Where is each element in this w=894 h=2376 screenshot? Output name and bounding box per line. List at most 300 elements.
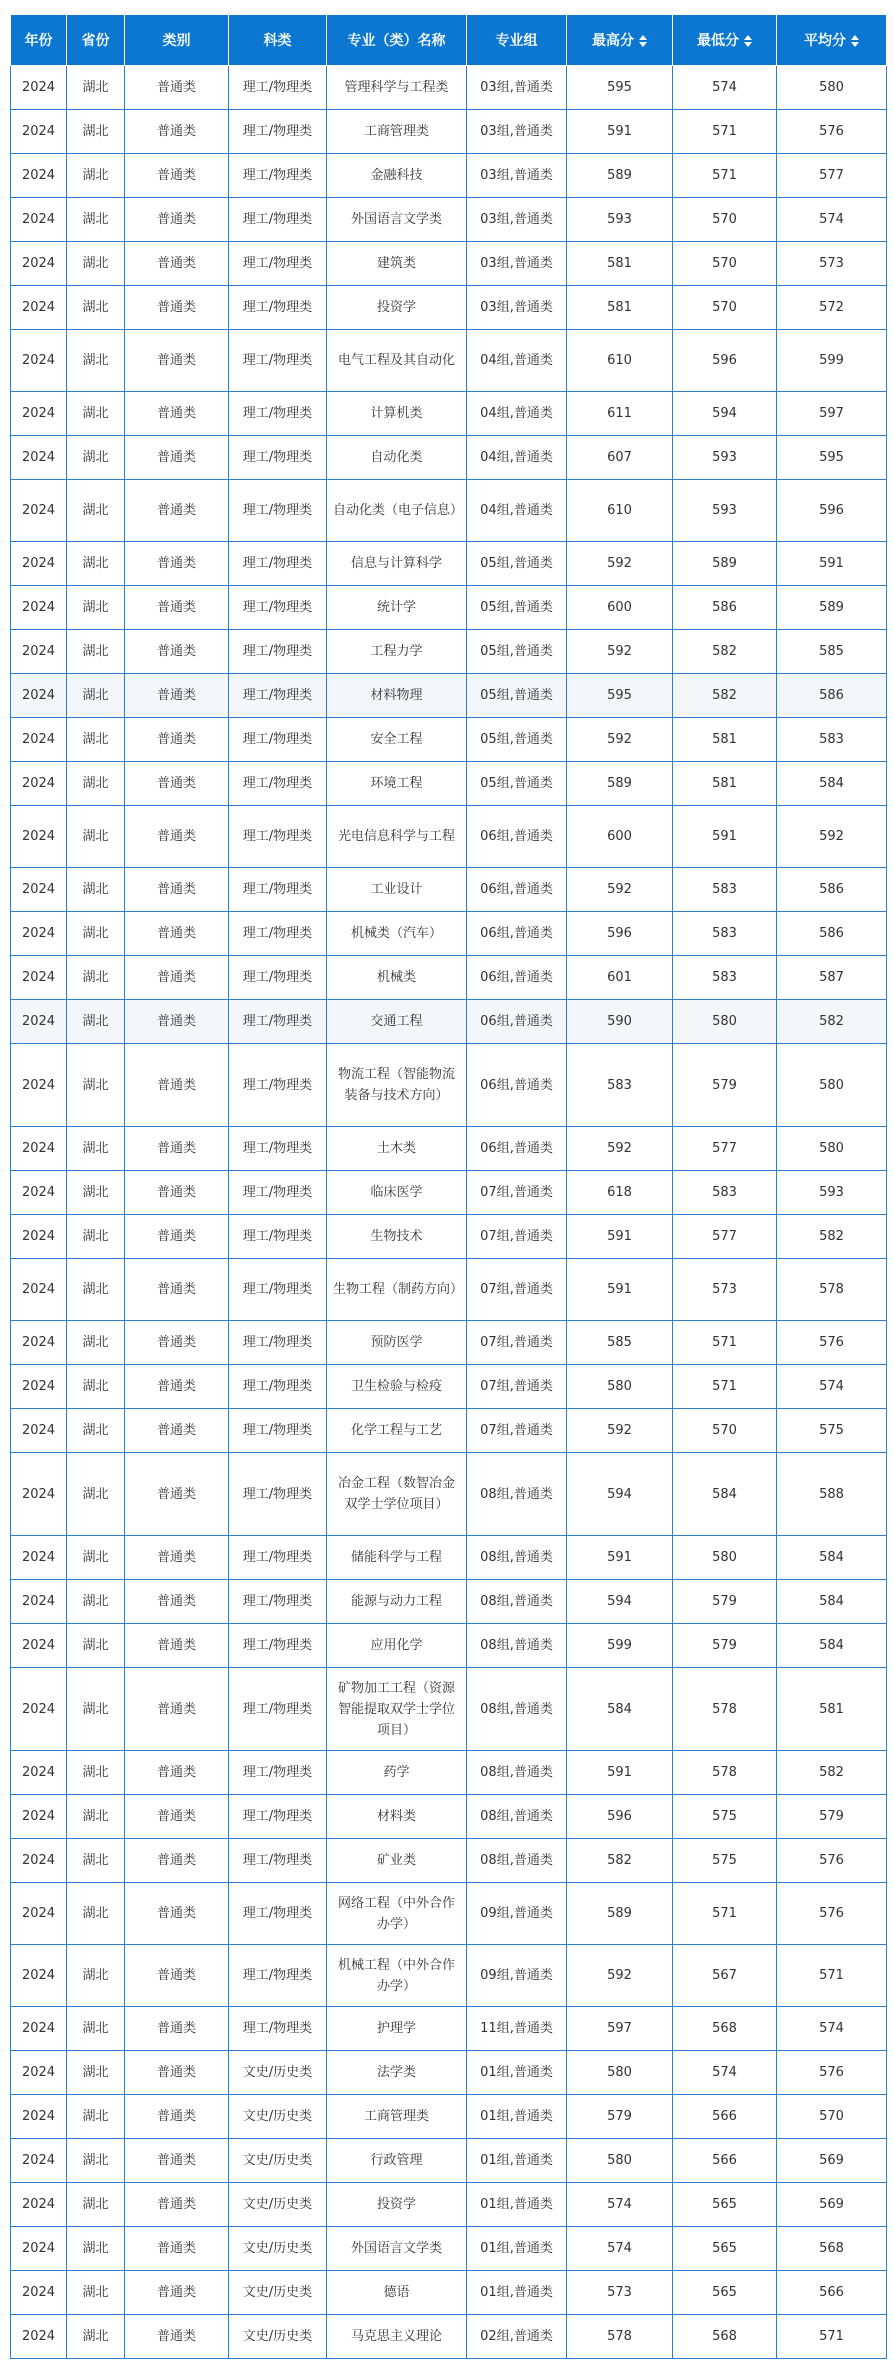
cell-major: 工商管理类 [327,2095,467,2139]
cell-max-score: 595 [567,674,673,718]
table-row [11,330,887,392]
cell-subject: 理工/物理类 [229,1580,327,1624]
cell-major: 物流工程（智能物流装备与技术方向） [327,1044,467,1127]
cell-year: 2024 [11,110,67,154]
cell-min-score: 578 [673,1668,777,1751]
cell-max-score: 591 [567,1215,673,1259]
cell-major: 能源与动力工程 [327,1580,467,1624]
table-row [11,154,887,198]
cell-min-score: 571 [673,1321,777,1365]
cell-subject: 理工/物理类 [229,762,327,806]
cell-category: 普通类 [125,110,229,154]
cell-group: 01组,普通类 [467,2139,567,2183]
cell-year: 2024 [11,1000,67,1044]
table-row [11,1580,887,1624]
cell-min-score: 571 [673,1365,777,1409]
cell-year: 2024 [11,1171,67,1215]
table-row [11,1945,887,2007]
table-row [11,1839,887,1883]
table-row [11,912,887,956]
cell-province: 湖北 [67,2095,125,2139]
cell-year: 2024 [11,762,67,806]
cell-group: 08组,普通类 [467,1624,567,1668]
cell-max-score: 574 [567,2183,673,2227]
cell-major: 材料类 [327,1795,467,1839]
cell-avg-score: 582 [777,1751,887,1795]
cell-province: 湖北 [67,542,125,586]
table-row [11,1127,887,1171]
header-province-label: 省份 [81,33,110,49]
cell-province: 湖北 [67,1171,125,1215]
cell-major: 自动化类 [327,436,467,480]
cell-category: 普通类 [125,198,229,242]
table-row [11,1453,887,1536]
cell-major: 机械工程（中外合作办学） [327,1945,467,2007]
cell-min-score: 581 [673,762,777,806]
cell-min-score: 593 [673,436,777,480]
cell-min-score: 582 [673,674,777,718]
cell-min-score: 589 [673,542,777,586]
cell-subject: 理工/物理类 [229,1321,327,1365]
cell-group: 03组,普通类 [467,198,567,242]
table-row [11,242,887,286]
cell-category: 普通类 [125,762,229,806]
cell-min-score: 573 [673,1259,777,1321]
cell-year: 2024 [11,956,67,1000]
cell-major: 工业设计 [327,868,467,912]
cell-province: 湖北 [67,1883,125,1945]
cell-major: 投资学 [327,2183,467,2227]
table-row [11,110,887,154]
cell-year: 2024 [11,1215,67,1259]
cell-group: 08组,普通类 [467,1839,567,1883]
cell-major: 矿业类 [327,1839,467,1883]
cell-year: 2024 [11,1624,67,1668]
cell-group: 01组,普通类 [467,2183,567,2227]
cell-category: 普通类 [125,2183,229,2227]
cell-avg-score: 571 [777,1945,887,2007]
cell-min-score: 586 [673,586,777,630]
sort-icon[interactable] [851,35,859,47]
cell-group: 05组,普通类 [467,542,567,586]
header-group-label: 专业组 [495,33,538,49]
header-avg-label: 平均分 [804,33,846,49]
cell-province: 湖北 [67,586,125,630]
cell-avg-score: 576 [777,1883,887,1945]
table-row [11,1536,887,1580]
cell-avg-score: 585 [777,630,887,674]
header-avg-score[interactable] [777,15,887,66]
cell-min-score: 566 [673,2095,777,2139]
cell-subject: 文史/历史类 [229,2095,327,2139]
cell-group: 07组,普通类 [467,1171,567,1215]
cell-subject: 文史/历史类 [229,2315,327,2359]
cell-category: 普通类 [125,1624,229,1668]
cell-avg-score: 599 [777,330,887,392]
cell-province: 湖北 [67,1795,125,1839]
cell-category: 普通类 [125,2271,229,2315]
cell-province: 湖北 [67,286,125,330]
cell-subject: 理工/物理类 [229,286,327,330]
cell-province: 湖北 [67,912,125,956]
table-row [11,2095,887,2139]
cell-major: 工程力学 [327,630,467,674]
cell-province: 湖北 [67,630,125,674]
cell-province: 湖北 [67,1751,125,1795]
cell-max-score: 582 [567,1839,673,1883]
cell-avg-score: 582 [777,1000,887,1044]
cell-major: 应用化学 [327,1624,467,1668]
cell-min-score: 574 [673,66,777,110]
table-row [11,1795,887,1839]
cell-min-score: 571 [673,154,777,198]
cell-province: 湖北 [67,110,125,154]
cell-category: 普通类 [125,2139,229,2183]
cell-major: 工商管理类 [327,110,467,154]
header-row [11,15,887,66]
cell-group: 04组,普通类 [467,392,567,436]
cell-avg-score: 592 [777,806,887,868]
cell-max-score: 589 [567,762,673,806]
cell-province: 湖北 [67,1409,125,1453]
cell-category: 普通类 [125,1580,229,1624]
cell-subject: 理工/物理类 [229,1044,327,1127]
cell-province: 湖北 [67,1453,125,1536]
table-row [11,1259,887,1321]
header-max-label: 最高分 [592,33,634,49]
cell-province: 湖北 [67,436,125,480]
cell-avg-score: 574 [777,2007,887,2051]
table-row [11,436,887,480]
cell-major: 材料物理 [327,674,467,718]
cell-category: 普通类 [125,542,229,586]
cell-avg-score: 577 [777,154,887,198]
cell-category: 普通类 [125,154,229,198]
cell-year: 2024 [11,2139,67,2183]
cell-subject: 理工/物理类 [229,1795,327,1839]
cell-min-score: 574 [673,2051,777,2095]
cell-major: 护理学 [327,2007,467,2051]
table-row [11,542,887,586]
cell-category: 普通类 [125,2051,229,2095]
cell-province: 湖北 [67,1259,125,1321]
cell-subject: 文史/历史类 [229,2227,327,2271]
table-row [11,956,887,1000]
cell-province: 湖北 [67,2051,125,2095]
cell-group: 07组,普通类 [467,1365,567,1409]
cell-year: 2024 [11,198,67,242]
cell-subject: 理工/物理类 [229,956,327,1000]
cell-min-score: 583 [673,1171,777,1215]
table-row [11,868,887,912]
cell-avg-score: 584 [777,762,887,806]
cell-province: 湖北 [67,2139,125,2183]
cell-subject: 理工/物理类 [229,868,327,912]
cell-avg-score: 591 [777,542,887,586]
table-header [11,15,887,66]
cell-avg-score: 595 [777,436,887,480]
cell-group: 02组,普通类 [467,2315,567,2359]
cell-max-score: 601 [567,956,673,1000]
cell-group: 06组,普通类 [467,912,567,956]
table-row [11,2315,887,2359]
cell-min-score: 578 [673,1751,777,1795]
header-major [327,15,467,66]
cell-category: 普通类 [125,868,229,912]
cell-category: 普通类 [125,630,229,674]
cell-year: 2024 [11,1259,67,1321]
cell-province: 湖北 [67,392,125,436]
cell-province: 湖北 [67,718,125,762]
cell-group: 08组,普通类 [467,1453,567,1536]
cell-category: 普通类 [125,1668,229,1751]
table-row [11,1321,887,1365]
cell-max-score: 597 [567,2007,673,2051]
cell-major: 生物技术 [327,1215,467,1259]
cell-province: 湖北 [67,674,125,718]
cell-max-score: 600 [567,806,673,868]
table-row [11,762,887,806]
cell-max-score: 591 [567,110,673,154]
cell-subject: 理工/物理类 [229,1453,327,1536]
cell-group: 05组,普通类 [467,674,567,718]
cell-group: 01组,普通类 [467,2095,567,2139]
header-min-score[interactable] [673,15,777,66]
cell-min-score: 568 [673,2007,777,2051]
table-row [11,392,887,436]
cell-province: 湖北 [67,242,125,286]
cell-avg-score: 586 [777,912,887,956]
cell-province: 湖北 [67,1668,125,1751]
cell-category: 普通类 [125,2227,229,2271]
header-subject-label: 科类 [263,33,292,49]
cell-max-score: 581 [567,286,673,330]
cell-max-score: 596 [567,1795,673,1839]
cell-min-score: 596 [673,330,777,392]
cell-max-score: 596 [567,912,673,956]
cell-group: 03组,普通类 [467,66,567,110]
cell-max-score: 591 [567,1536,673,1580]
cell-max-score: 581 [567,242,673,286]
cell-subject: 理工/物理类 [229,110,327,154]
cell-province: 湖北 [67,1580,125,1624]
cell-group: 04组,普通类 [467,330,567,392]
cell-major: 法学类 [327,2051,467,2095]
cell-max-score: 592 [567,1945,673,2007]
cell-max-score: 594 [567,1580,673,1624]
cell-major: 计算机类 [327,392,467,436]
cell-province: 湖北 [67,806,125,868]
cell-major: 安全工程 [327,718,467,762]
cell-category: 普通类 [125,1215,229,1259]
cell-year: 2024 [11,154,67,198]
cell-year: 2024 [11,542,67,586]
cell-major: 德语 [327,2271,467,2315]
cell-province: 湖北 [67,762,125,806]
cell-category: 普通类 [125,1321,229,1365]
cell-category: 普通类 [125,242,229,286]
cell-max-score: 610 [567,480,673,542]
cell-province: 湖北 [67,154,125,198]
cell-major: 建筑类 [327,242,467,286]
table-row [11,480,887,542]
header-max-score[interactable] [567,15,673,66]
cell-avg-score: 569 [777,2139,887,2183]
header-major-label: 专业（类）名称 [347,33,446,49]
cell-province: 湖北 [67,198,125,242]
cell-min-score: 567 [673,1945,777,2007]
header-category-label: 类别 [162,33,191,49]
cell-subject: 理工/物理类 [229,1000,327,1044]
cell-subject: 理工/物理类 [229,1365,327,1409]
cell-max-score: 574 [567,2227,673,2271]
cell-avg-score: 576 [777,1839,887,1883]
sort-icon[interactable] [744,35,752,47]
cell-max-score: 580 [567,1365,673,1409]
cell-group: 04组,普通类 [467,436,567,480]
cell-province: 湖北 [67,66,125,110]
table-row [11,2007,887,2051]
cell-major: 机械类 [327,956,467,1000]
cell-group: 01组,普通类 [467,2227,567,2271]
cell-avg-score: 574 [777,1365,887,1409]
cell-category: 普通类 [125,1751,229,1795]
cell-year: 2024 [11,1668,67,1751]
cell-year: 2024 [11,480,67,542]
cell-avg-score: 573 [777,242,887,286]
cell-group: 06组,普通类 [467,1127,567,1171]
cell-min-score: 591 [673,806,777,868]
cell-major: 临床医学 [327,1171,467,1215]
cell-max-score: 594 [567,1453,673,1536]
cell-max-score: 580 [567,2051,673,2095]
cell-category: 普通类 [125,436,229,480]
cell-year: 2024 [11,2095,67,2139]
cell-major: 电气工程及其自动化 [327,330,467,392]
cell-group: 05组,普通类 [467,762,567,806]
cell-category: 普通类 [125,1365,229,1409]
cell-avg-score: 576 [777,2051,887,2095]
table-row [11,718,887,762]
cell-subject: 理工/物理类 [229,630,327,674]
cell-year: 2024 [11,1795,67,1839]
cell-min-score: 579 [673,1044,777,1127]
cell-province: 湖北 [67,480,125,542]
cell-avg-score: 586 [777,868,887,912]
cell-province: 湖北 [67,956,125,1000]
cell-max-score: 578 [567,2315,673,2359]
cell-major: 马克思主义理论 [327,2315,467,2359]
cell-avg-score: 584 [777,1624,887,1668]
cell-subject: 理工/物理类 [229,66,327,110]
header-category [125,15,229,66]
cell-category: 普通类 [125,1259,229,1321]
table-row [11,1044,887,1127]
table-row [11,198,887,242]
table-row [11,586,887,630]
cell-max-score: 589 [567,154,673,198]
table-row [11,286,887,330]
cell-year: 2024 [11,1409,67,1453]
cell-province: 湖北 [67,868,125,912]
cell-subject: 理工/物理类 [229,154,327,198]
cell-group: 06组,普通类 [467,806,567,868]
cell-avg-score: 576 [777,110,887,154]
cell-max-score: 584 [567,1668,673,1751]
cell-category: 普通类 [125,586,229,630]
cell-province: 湖北 [67,1127,125,1171]
cell-min-score: 570 [673,286,777,330]
cell-max-score: 592 [567,542,673,586]
cell-min-score: 570 [673,242,777,286]
cell-subject: 理工/物理类 [229,1536,327,1580]
cell-group: 06组,普通类 [467,1044,567,1127]
cell-min-score: 583 [673,912,777,956]
cell-category: 普通类 [125,1171,229,1215]
cell-province: 湖北 [67,1365,125,1409]
cell-major: 冶金工程（数智冶金双学士学位项目） [327,1453,467,1536]
cell-group: 07组,普通类 [467,1215,567,1259]
cell-category: 普通类 [125,1883,229,1945]
cell-year: 2024 [11,330,67,392]
cell-subject: 理工/物理类 [229,436,327,480]
cell-avg-score: 570 [777,2095,887,2139]
cell-min-score: 581 [673,718,777,762]
cell-group: 03组,普通类 [467,242,567,286]
header-year [11,15,67,66]
cell-subject: 理工/物理类 [229,718,327,762]
cell-year: 2024 [11,1883,67,1945]
cell-avg-score: 575 [777,1409,887,1453]
table-row [11,2139,887,2183]
cell-major: 信息与计算科学 [327,542,467,586]
cell-major: 储能科学与工程 [327,1536,467,1580]
table-row [11,1409,887,1453]
cell-major: 化学工程与工艺 [327,1409,467,1453]
cell-group: 06组,普通类 [467,956,567,1000]
cell-year: 2024 [11,1945,67,2007]
cell-min-score: 577 [673,1215,777,1259]
table-row [11,1668,887,1751]
cell-category: 普通类 [125,674,229,718]
table-row [11,806,887,868]
cell-min-score: 594 [673,392,777,436]
cell-max-score: 590 [567,1000,673,1044]
cell-max-score: 585 [567,1321,673,1365]
cell-max-score: 607 [567,436,673,480]
cell-major: 网络工程（中外合作办学） [327,1883,467,1945]
cell-category: 普通类 [125,330,229,392]
cell-min-score: 577 [673,1127,777,1171]
sort-icon[interactable] [639,35,647,47]
cell-major: 行政管理 [327,2139,467,2183]
cell-major: 预防医学 [327,1321,467,1365]
cell-year: 2024 [11,1365,67,1409]
cell-group: 03组,普通类 [467,154,567,198]
cell-min-score: 583 [673,956,777,1000]
cell-year: 2024 [11,868,67,912]
cell-min-score: 571 [673,110,777,154]
cell-min-score: 565 [673,2271,777,2315]
cell-min-score: 593 [673,480,777,542]
cell-subject: 理工/物理类 [229,1409,327,1453]
table-row [11,1365,887,1409]
cell-category: 普通类 [125,806,229,868]
cell-subject: 理工/物理类 [229,1171,327,1215]
cell-year: 2024 [11,1580,67,1624]
cell-min-score: 565 [673,2227,777,2271]
cell-avg-score: 583 [777,718,887,762]
